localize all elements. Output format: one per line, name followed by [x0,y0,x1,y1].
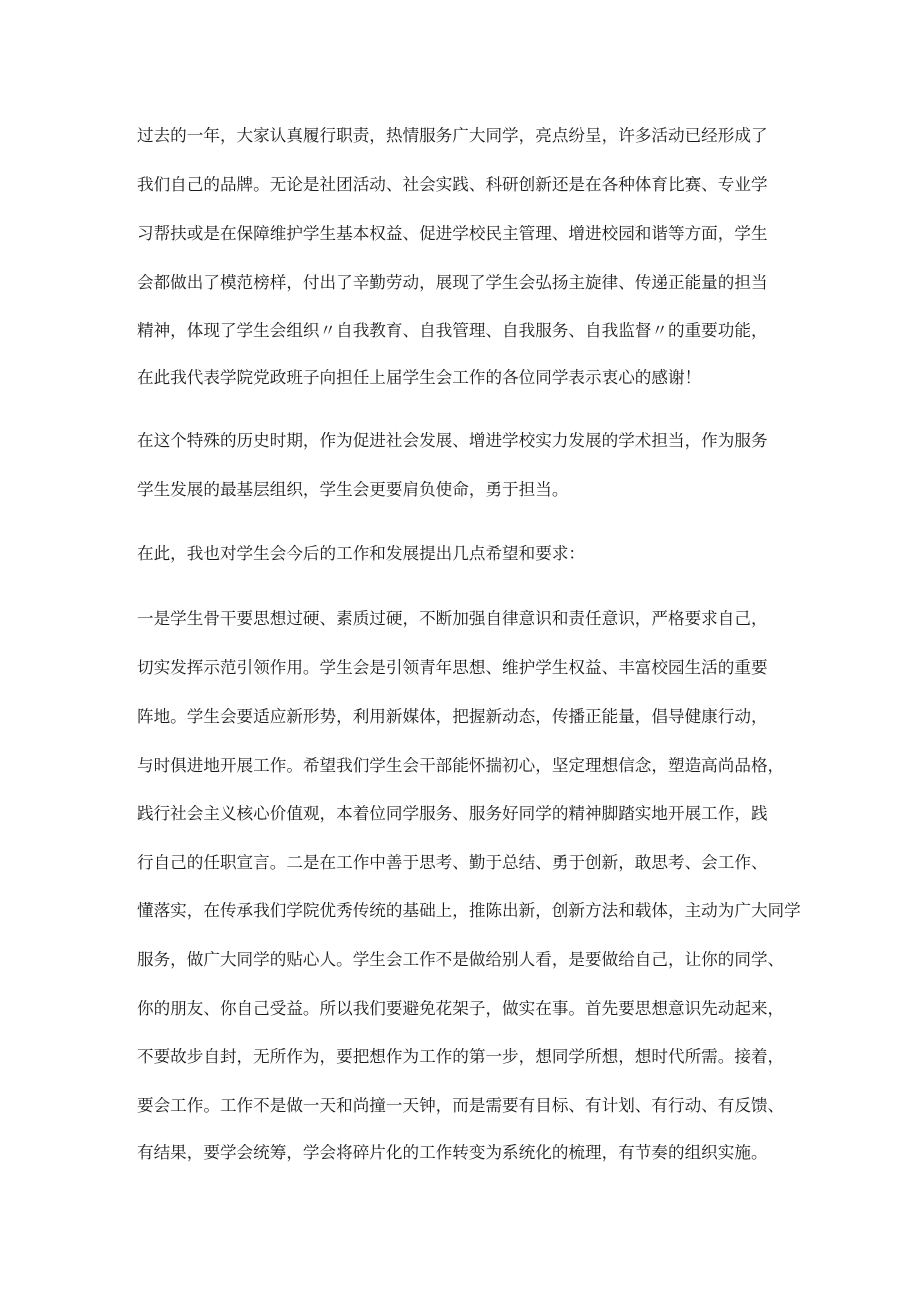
text-line: 会都做出了模范榜样，付出了辛勤劳动，展现了学生会弘扬主旋律、传递正能量的担当 [137,273,768,292]
text-line: 你的朋友、你自己受益。所以我们要避免花架子，做实在事。首先要思想意识先动起来， [137,999,785,1018]
text-line: 践行社会主义核心价值观，本着位同学服务、服务好同学的精神脚踏实地开展工作，践 [137,804,768,823]
text-line: 要会工作。工作不是做一天和尚撞一天钟，而是需要有目标、有计划、有行动、有反馈、 [137,1096,785,1115]
text-line: 阵地。学生会要适应新形势，利用新媒体，把握新动态，传播正能量，倡导健康行动， [137,707,768,726]
text-line: 不要故步自封，无所作为，要把想作为工作的第一步，想同学所想，想时代所需。接着， [137,1047,785,1066]
text-line: 与时俱进地开展工作。希望我们学生会干部能怀揣初心，坚定理想信念，塑造高尚品格， [137,756,785,775]
text-line: 在此，我也对学生会今后的工作和发展提出几点希望和要求： [137,544,586,563]
text-line: 学生发展的最基层组织，学生会更要肩负使命，勇于担当。 [137,480,569,499]
text-line: 懂落实，在传承我们学院优秀传统的基础上，推陈出新，创新方法和载体，主动为广大同学 [137,901,801,920]
text-line: 习帮扶或是在保障维护学生基本权益、促进学校民主管理、增进校园和谐等方面，学生 [137,224,768,243]
text-line: 切实发挥示范引领作用。学生会是引领青年思想、维护学生权益、丰富校园生活的重要 [137,658,768,677]
text-line: 在这个特殊的历史时期，作为促进社会发展、增进学校实力发展的学术担当，作为服务 [137,431,768,450]
text-line: 在此我代表学院党政班子向担任上届学生会工作的各位同学表示衷心的感谢！ [137,368,702,387]
text-line: 精神，体现了学生会组织〃自我教育、自我管理、自我服务、自我监督〃的重要功能， [137,321,768,340]
text-line: 一是学生骨干要思想过硬、素质过硬，不断加强自律意识和责任意识，严格要求自己， [137,609,768,628]
text-line: 我们自己的品牌。无论是社团活动、社会实践、科研创新还是在各种体育比赛、专业学 [137,175,768,194]
text-line: 服务，做广大同学的贴心人。学生会工作不是做给别人看，是要做给自己，让你的同学、 [137,950,785,969]
text-line: 行自己的任职宣言。二是在工作中善于思考、勤于总结、勇于创新，敢思考、会工作、 [137,853,768,872]
text-line: 过去的一年，大家认真履行职责，热情服务广大同学，亮点纷呈，许多活动已经形成了 [137,126,768,145]
text-line: 有结果，要学会统筹，学会将碎片化的工作转变为系统化的梳理，有节奏的组织实施。 [137,1143,768,1162]
